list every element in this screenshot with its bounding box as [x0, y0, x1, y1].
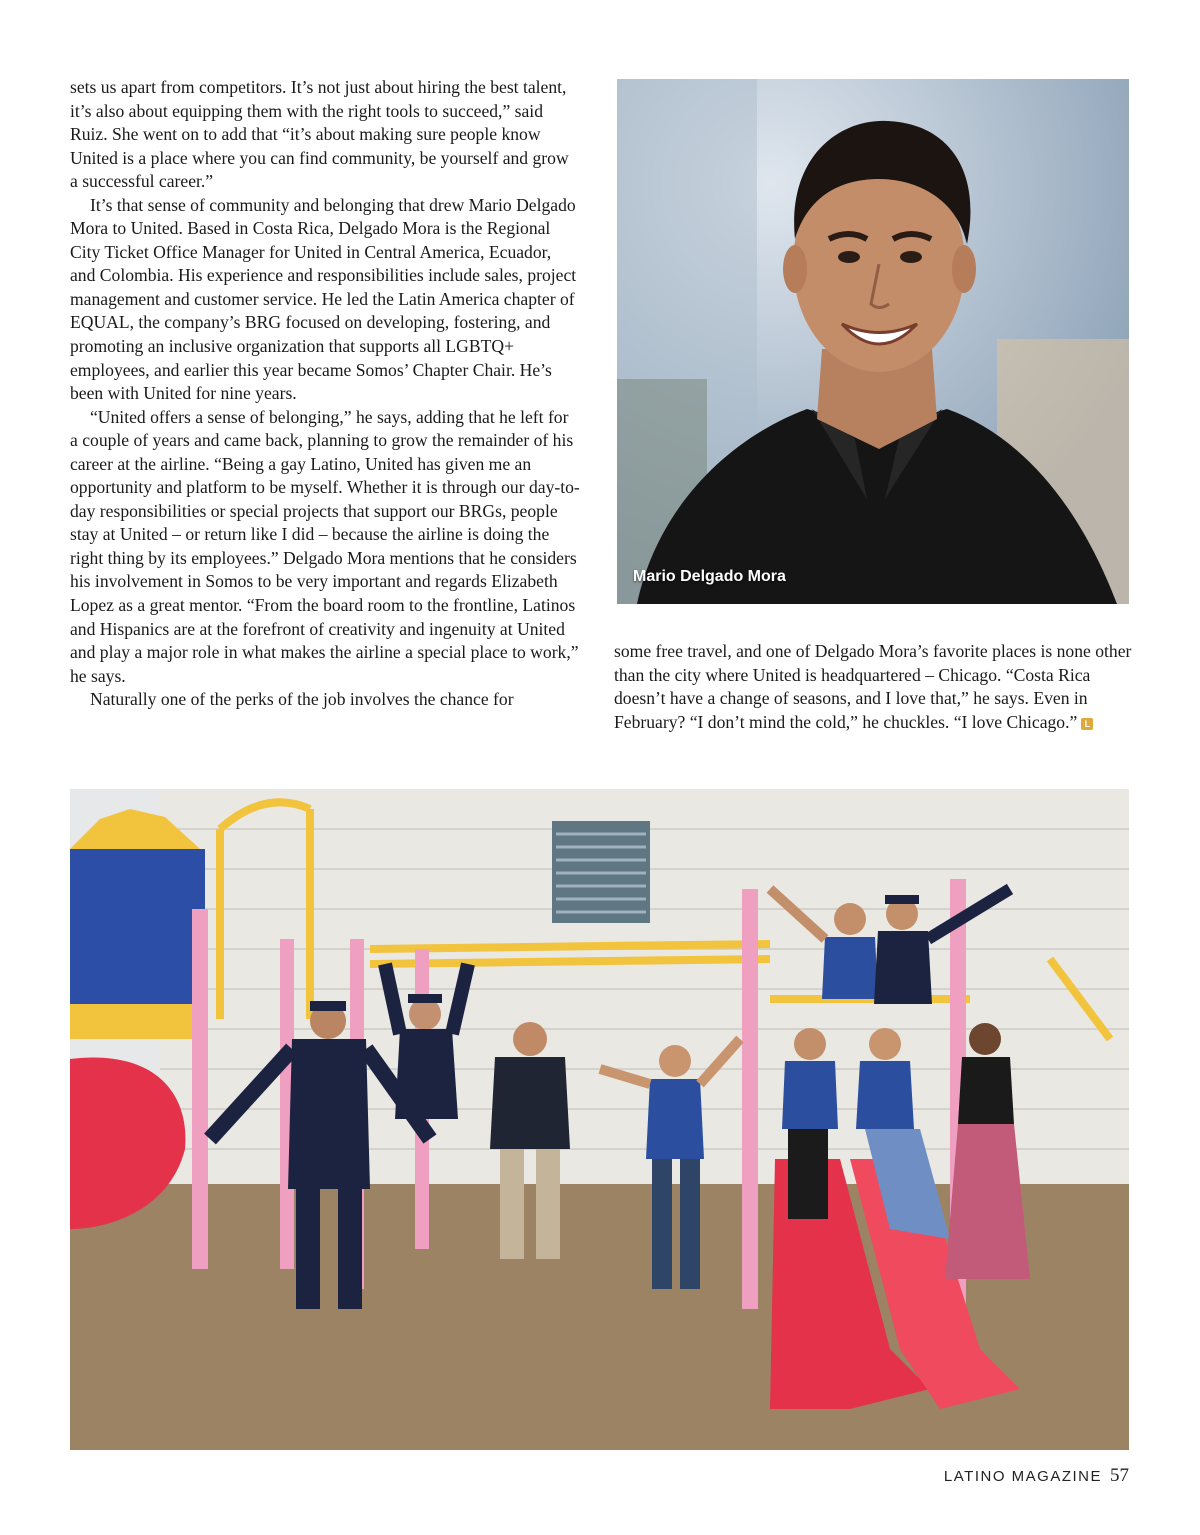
paragraph-continuation	[614, 640, 1134, 734]
group-photo	[70, 789, 1129, 1450]
paragraph-1: sets us apart from competitors. It’s not just about hiring the best talent, it’s also about equipping them with the right tools to succeed,” said Ruiz. She went on to add that “it’s about making sure people know United is a place where you can find community, be yourself and grow a successful career.”	[70, 77, 569, 192]
page-number: 57	[1110, 1465, 1129, 1486]
article-left-column	[70, 76, 580, 712]
paragraph-4: Naturally one of the perks of the job involves the chance for	[90, 689, 514, 710]
portrait-photo	[617, 79, 1129, 604]
portrait-illustration	[617, 79, 1129, 604]
end-mark-icon: L	[1081, 718, 1093, 730]
portrait-caption: Mario Delgado Mora	[633, 568, 786, 585]
article-right-column	[614, 640, 1134, 734]
page-footer	[944, 1465, 1129, 1487]
paragraph-3: “United offers a sense of belonging,” he says, adding that he left for a couple of years and came back, planning to grow the remainder of his career at the airline. “Being a gay Latino, United has given me an opportunity and platform to be myself. Whether it is through our day-to-day responsibilities or special projects that support our BRGs, people stay at United – or return like I did – because the airline is doing the right thing by its employees.” Delgado Mora mentions that he considers his involvement in Somos to be very important and regards Elizabeth Lopez as a great mentor. “From the board room to the frontline, Latinos and Hispanics are at the forefront of creativity and ingenuity at United and play a major role in what makes the airline a special place to work,” he says.	[70, 406, 580, 686]
publication-name: LATINO MAGAZINE	[943, 1468, 1102, 1485]
paragraph-2: It’s that sense of community and belonging that drew Mario Delgado Mora to United. Based in Costa Rica, Delgado Mora is the Regional City Ticket Office Manager for United in Central America, Ecuador, and Colombia. His experience and responsibilities include sales, project management and customer service. He led the Latin America chapter of EQUAL, the company’s BRG focused on developing, fostering, and promoting an inclusive organization that supports all LGBTQ+ employees, and earlier this year became Somos’ Chapter Chair. He’s been with United for nine years.	[70, 194, 577, 404]
group-photo-illustration	[70, 789, 1129, 1450]
continuation-text: some free travel, and one of Delgado Mora’s favorite places is none other than the city where United is headquartered – Chicago. “Costa Rica doesn’t have a change of seasons, and I love that,” he says. Even in February? “I don’t mind the cold,” he chuckles. “I love Chicago.”	[614, 641, 1132, 732]
